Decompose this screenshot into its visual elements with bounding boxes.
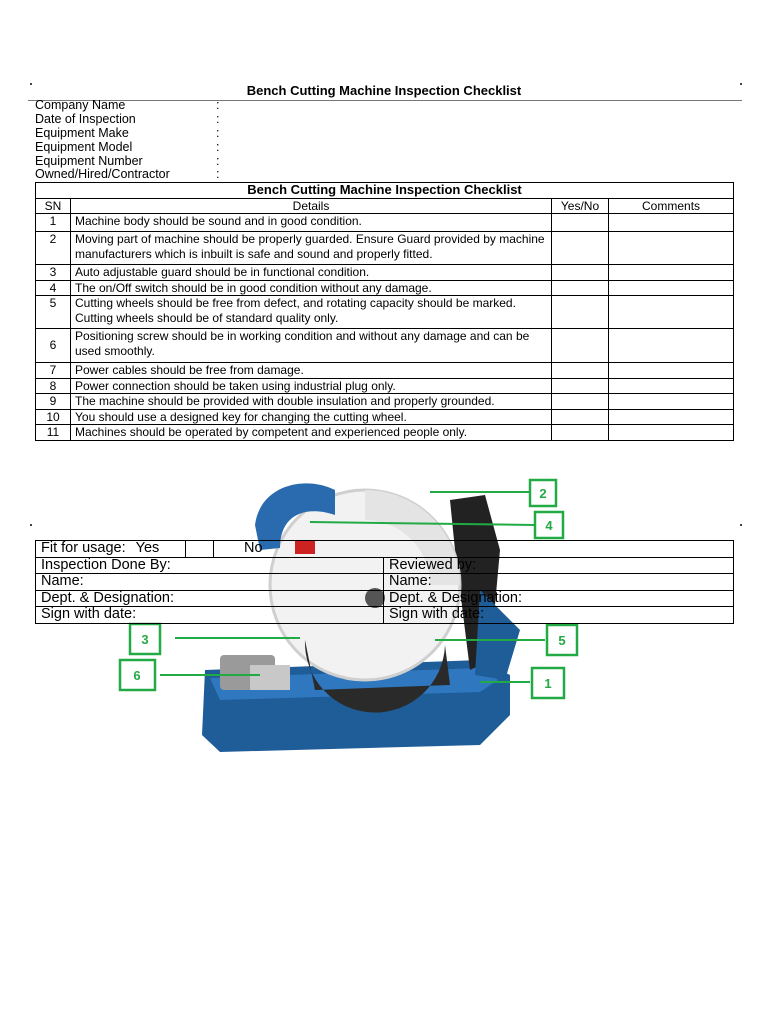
col-header-comments: Comments xyxy=(609,198,734,214)
fit-no-checkbox[interactable] xyxy=(384,541,734,558)
callout-label-2: 2 xyxy=(539,486,547,501)
info-label: Date of Inspection xyxy=(35,112,136,126)
row-details: Machines should be operated by competent and experienced people only. xyxy=(71,425,552,441)
row-yesno-cell[interactable] xyxy=(552,378,609,394)
row-yesno-cell[interactable] xyxy=(552,329,609,363)
row-details: Power connection should be taken using industrial plug only. xyxy=(71,378,552,394)
callout-label-4: 4 xyxy=(545,518,553,533)
row-comments-cell[interactable] xyxy=(609,296,734,329)
row-sn: 9 xyxy=(36,394,71,410)
vise-screw xyxy=(250,665,290,690)
info-label: Equipment Number xyxy=(35,154,143,168)
info-company-name xyxy=(35,99,435,113)
row-yesno-cell[interactable] xyxy=(552,232,609,265)
reviewed-by-field[interactable]: Reviewed by: xyxy=(384,557,734,574)
row-yesno-cell[interactable] xyxy=(552,363,609,379)
row-sn: 5 xyxy=(36,296,71,329)
table-row xyxy=(36,232,734,265)
info-date-of-inspection xyxy=(35,113,435,127)
reviewer-name-field[interactable]: Name: xyxy=(384,574,734,591)
info-separator: : xyxy=(216,112,220,126)
row-sn: 6 xyxy=(36,329,71,363)
signoff-row xyxy=(36,574,734,591)
row-yesno-cell[interactable] xyxy=(552,296,609,329)
row-sn: 1 xyxy=(36,214,71,232)
callout-label-5: 5 xyxy=(558,633,566,648)
table-row xyxy=(36,363,734,379)
table-row xyxy=(36,214,734,232)
row-details: You should use a designed key for changing the cutting wheel. xyxy=(71,409,552,425)
row-yesno-cell[interactable] xyxy=(552,280,609,296)
info-equipment-make xyxy=(35,127,435,141)
row-comments-cell[interactable] xyxy=(609,363,734,379)
row-comments-cell[interactable] xyxy=(609,265,734,281)
row-sn: 7 xyxy=(36,363,71,379)
inspector-dept-field[interactable]: Dept. & Designation: xyxy=(36,590,384,607)
checklist-column-header-row xyxy=(36,198,734,214)
row-comments-cell[interactable] xyxy=(609,214,734,232)
table-row xyxy=(36,394,734,410)
row-comments-cell[interactable] xyxy=(609,329,734,363)
row-sn: 10 xyxy=(36,409,71,425)
row-yesno-cell[interactable] xyxy=(552,214,609,232)
col-header-sn: SN xyxy=(36,198,71,214)
row-comments-cell[interactable] xyxy=(609,378,734,394)
signoff-row xyxy=(36,607,734,624)
callout-label-3: 3 xyxy=(141,632,149,647)
row-details: Moving part of machine should be properly guarded. Ensure Guard provided by machine manufacturers which is inbuilt is safe and sound and properly fitted. xyxy=(71,232,552,265)
inspection-done-by-field[interactable]: Inspection Done By: xyxy=(36,557,384,574)
row-details: Machine body should be sound and in good condition. xyxy=(71,214,552,232)
row-yesno-cell[interactable] xyxy=(552,409,609,425)
callout-label-6: 6 xyxy=(133,668,141,683)
info-separator: : xyxy=(216,167,220,181)
info-separator: : xyxy=(216,140,220,154)
row-details: Auto adjustable guard should be in functional condition. xyxy=(71,265,552,281)
col-header-yesno: Yes/No xyxy=(552,198,609,214)
inspection-summary-table xyxy=(35,540,734,624)
info-label: Company Name xyxy=(35,98,126,112)
reviewer-sign-field[interactable]: Sign with date: xyxy=(384,607,734,624)
inspection-checklist-table xyxy=(35,182,734,441)
row-sn: 3 xyxy=(36,265,71,281)
info-separator: : xyxy=(216,154,220,168)
info-label: Owned/Hired/Contractor xyxy=(35,167,170,181)
col-header-details: Details xyxy=(71,198,552,214)
inspector-sign-field[interactable]: Sign with date: xyxy=(36,607,384,624)
table-row xyxy=(36,280,734,296)
signoff-row xyxy=(36,557,734,574)
row-yesno-cell[interactable] xyxy=(552,425,609,441)
signoff-row xyxy=(36,590,734,607)
table-row xyxy=(36,296,734,329)
row-details: Cutting wheels should be free from defect, and rotating capacity should be marked. Cutting wheels should be of standard quality only. xyxy=(71,296,552,329)
info-label: Equipment Model xyxy=(35,140,133,154)
table-row xyxy=(36,265,734,281)
fit-for-usage-label: Fit for usage: xyxy=(41,540,126,557)
inspector-name-field[interactable]: Name: xyxy=(36,574,384,591)
row-sn: 4 xyxy=(36,280,71,296)
document-title: Bench Cutting Machine Inspection Checklist xyxy=(246,83,522,98)
fit-no-label: No xyxy=(214,541,384,558)
info-label: Equipment Make xyxy=(35,126,129,140)
fit-yes-checkbox[interactable] xyxy=(186,541,214,558)
row-yesno-cell[interactable] xyxy=(552,394,609,410)
callout-label-1: 1 xyxy=(544,676,552,691)
reviewer-dept-field[interactable]: Dept. & Designation: xyxy=(384,590,734,607)
info-separator: : xyxy=(216,98,220,112)
row-comments-cell[interactable] xyxy=(609,425,734,441)
row-details: The on/Off switch should be in good condition without any damage. xyxy=(71,280,552,296)
info-equipment-model xyxy=(35,141,435,155)
row-sn: 8 xyxy=(36,378,71,394)
row-details: Positioning screw should be in working condition and without any damage and can be used smoothly. xyxy=(71,329,552,363)
row-sn: 2 xyxy=(36,232,71,265)
table-row xyxy=(36,329,734,363)
row-sn: 11 xyxy=(36,425,71,441)
table-row xyxy=(36,409,734,425)
row-yesno-cell[interactable] xyxy=(552,265,609,281)
table-row xyxy=(36,378,734,394)
row-comments-cell[interactable] xyxy=(609,280,734,296)
row-details: The machine should be provided with double insulation and properly grounded. xyxy=(71,394,552,410)
fit-for-usage-cell xyxy=(36,541,186,558)
info-ownership xyxy=(35,168,435,182)
fit-yes-label: Yes xyxy=(135,540,160,557)
corner-mark-ml xyxy=(30,524,32,526)
fit-for-usage-row xyxy=(36,541,734,558)
row-details: Power cables should be free from damage. xyxy=(71,363,552,379)
table-row xyxy=(36,425,734,441)
info-separator: : xyxy=(216,126,220,140)
row-comments-cell[interactable] xyxy=(609,232,734,265)
checklist-heading-row xyxy=(36,183,734,199)
row-comments-cell[interactable] xyxy=(609,394,734,410)
checklist-heading: Bench Cutting Machine Inspection Checklist xyxy=(36,183,734,199)
corner-mark-mr xyxy=(740,524,742,526)
row-comments-cell[interactable] xyxy=(609,409,734,425)
